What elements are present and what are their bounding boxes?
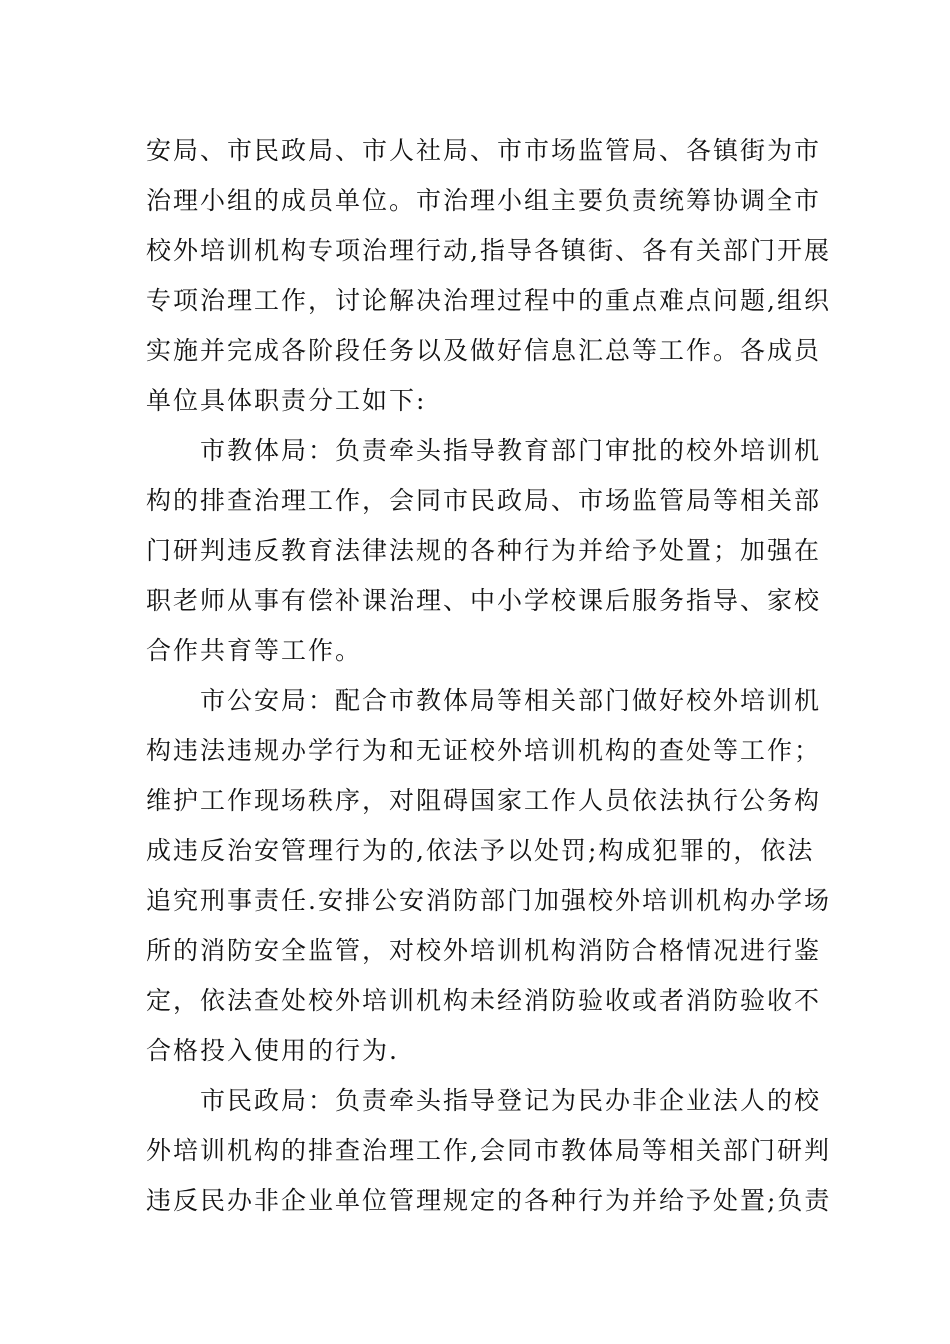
text-line: 校外培训机构专项治理行动,指导各镇街、各有关部门开展 (146, 236, 831, 265)
text-line: 构的排查治理工作，会同市民政局、市场监管局等相关部 (146, 486, 822, 515)
text-line: 所的消防安全监管，对校外培训机构消防合格情况进行鉴 (146, 936, 822, 965)
document-body (146, 126, 832, 1226)
text-line: 专项治理工作，讨论解决治理过程中的重点难点问题,组织 (146, 286, 831, 315)
text-line: 治理小组的成员单位。市治理小组主要负责统筹协调全市 (146, 186, 822, 215)
text-line: 构违法违规办学行为和无证校外培训机构的查处等工作； (146, 736, 822, 765)
text-line: 追究刑事责任.安排公安消防部门加强校外培训机构办学场 (146, 886, 831, 915)
text-line: 违反民办非企业单位管理规定的各种行为并给予处置;负责 (146, 1186, 832, 1215)
text-line: 职老师从事有偿补课治理、中小学校课后服务指导、家校 (146, 586, 822, 615)
paragraph-civil-affairs-bureau-start: 市民政局：负责牵头指导登记为民办非企业法人的校 (200, 1086, 822, 1115)
text-line: 定，依法查处校外培训机构未经消防验收或者消防验收不 (146, 986, 822, 1015)
text-line: 安局、市民政局、市人社局、市市场监管局、各镇街为市 (146, 136, 822, 165)
text-line: 维护工作现场秩序，对阻碍国家工作人员依法执行公务构 (146, 786, 822, 815)
text-line: 门研判违反教育法律法规的各种行为并给予处置；加强在 (146, 536, 822, 565)
text-line: 成违反治安管理行为的,依法予以处罚;构成犯罪的，依法 (146, 836, 815, 865)
text-line: 单位具体职责分工如下: (146, 386, 427, 415)
text-line: 实施并完成各阶段任务以及做好信息汇总等工作。各成员 (146, 336, 822, 365)
text-line: 外培训机构的排查治理工作,会同市教体局等相关部门研判 (146, 1136, 831, 1165)
paragraph-public-security-bureau-start: 市公安局：配合市教体局等相关部门做好校外培训机 (200, 686, 822, 715)
text-line: 合作共育等工作。 (146, 636, 363, 665)
text-line: 合格投入使用的行为. (146, 1036, 399, 1065)
paragraph-education-bureau-start: 市教体局：负责牵头指导教育部门审批的校外培训机 (200, 436, 822, 465)
